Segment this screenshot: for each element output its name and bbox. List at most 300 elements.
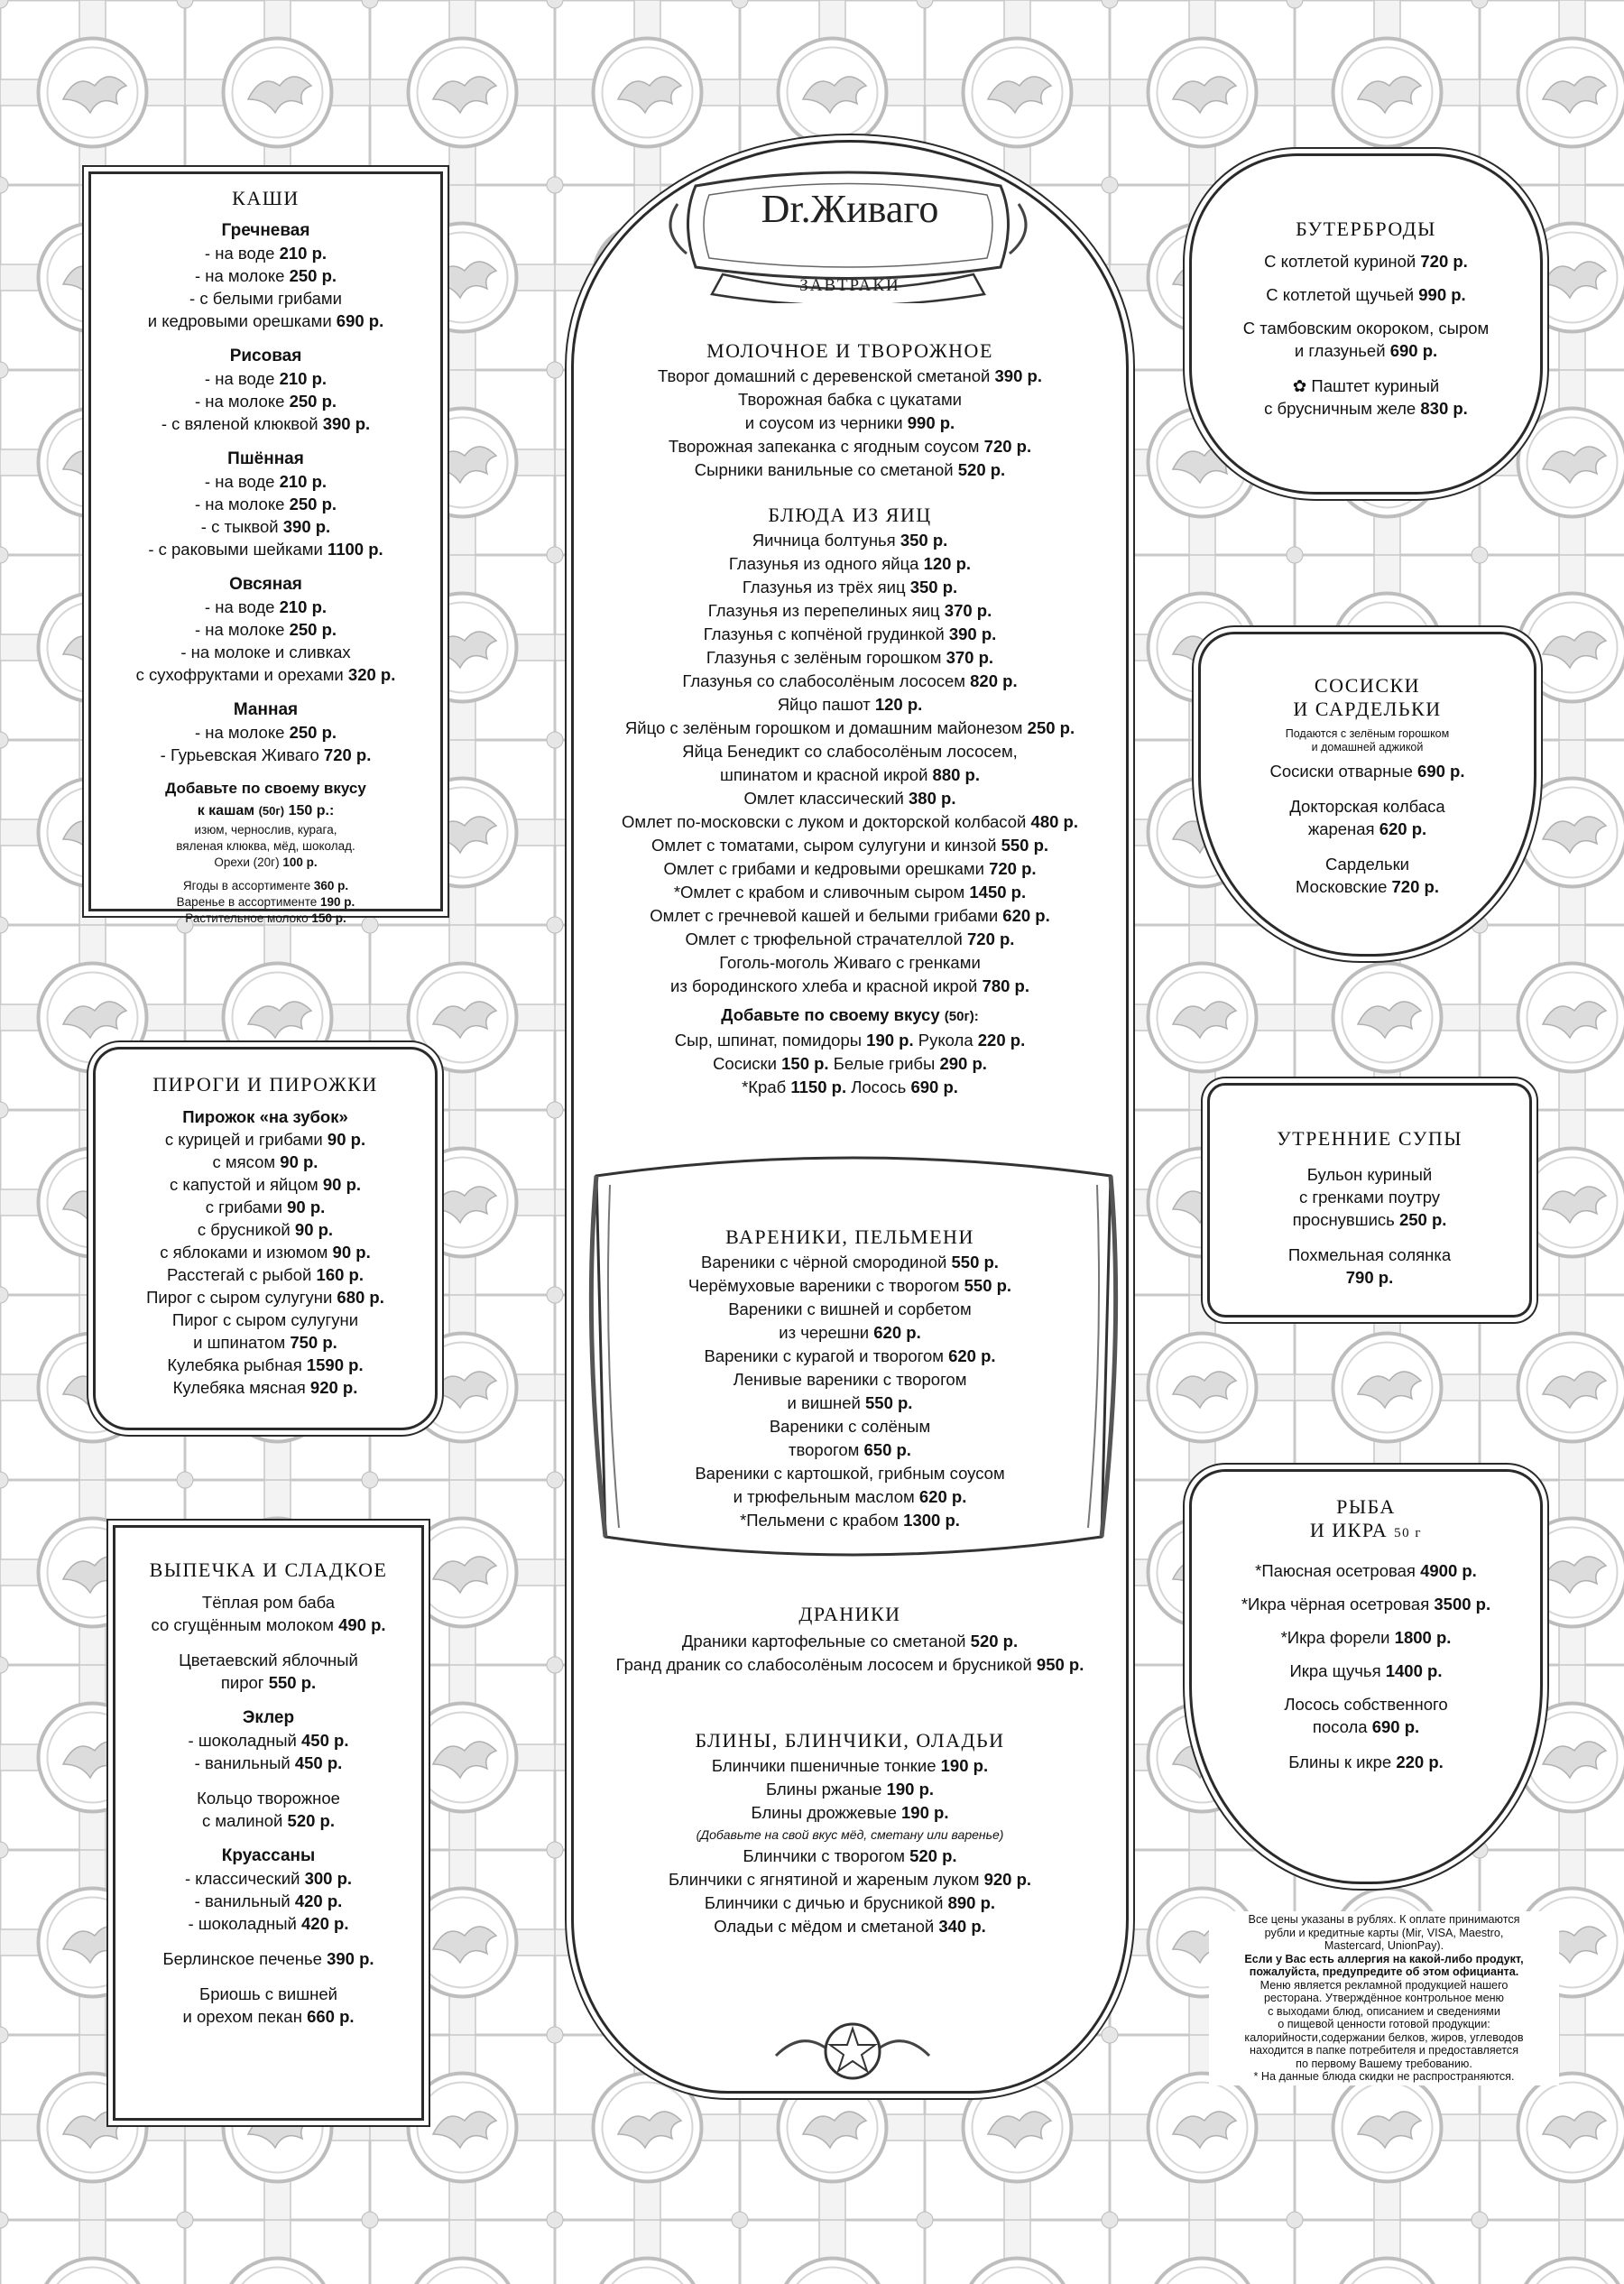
dairy-section [592, 339, 1108, 482]
item-price: 350 р. [909, 578, 958, 597]
eggs-item [592, 670, 1108, 693]
item-name: Творожная запеканка с ягодным соусом [668, 437, 980, 457]
item-name: и вишней [787, 1393, 861, 1413]
cruas-item [123, 1867, 414, 1890]
draniki-section [592, 1603, 1108, 1677]
kashi-item [100, 515, 431, 538]
item-name: Глазунья с копчёной грудинкой [703, 624, 945, 644]
vypechka-ring: Кольцо творожное с малиной 520 р. [197, 1789, 340, 1831]
item-price: 150 р. [781, 1054, 829, 1074]
item-name: С котлетой куриной [1264, 252, 1416, 272]
item-price: 90 р. [294, 1220, 334, 1240]
dairy-item [592, 435, 1108, 458]
dairy-item [592, 365, 1108, 388]
pirogi-item [105, 1354, 426, 1376]
item-name: с мясом [212, 1152, 276, 1172]
item-price: 350 р. [900, 531, 948, 550]
item-name: Яичница болтунья [752, 531, 896, 550]
kashi-group [100, 573, 431, 686]
item-price: 90 р. [280, 1152, 318, 1172]
item-name: Блинчики с ягнятиной и жареным луком [668, 1870, 980, 1890]
item-name: Творог домашний с деревенской сметаной [658, 366, 991, 386]
item-name: Омлет с грибами и кедровыми орешками [663, 859, 984, 879]
ryba-title: РЫБА И ИКРА 50 г [1309, 1495, 1423, 1542]
bliny-item [592, 1754, 1108, 1778]
eggs-item [592, 599, 1108, 623]
kashi-addons-sub: к кашам (50г) 150 р.: [197, 803, 335, 819]
kashi-item [100, 618, 431, 641]
item-price: 820 р. [970, 671, 1018, 691]
draniki-item [592, 1653, 1108, 1677]
item-name: Ленивые вареники с творогом [733, 1370, 967, 1390]
sosiski-title: СОСИСКИ И САРДЕЛЬКИ [1293, 674, 1442, 721]
vareniki-item [592, 1415, 1108, 1438]
item-name: Вареники с картошкой, грибным соусом [695, 1464, 1005, 1484]
item-price: 250 р. [1027, 718, 1075, 738]
kashi-jam: Варенье в ассортименте 190 р. [176, 895, 355, 910]
item-name: Расстегай с рыбой [167, 1265, 312, 1285]
item-price: 90 р. [327, 1130, 366, 1150]
dairy-title: МОЛОЧНОЕ И ТВОРОЖНОЕ [706, 339, 993, 362]
pirogi-item [105, 1331, 426, 1354]
pirogi-title: ПИРОГИ И ПИРОЖКИ [152, 1073, 378, 1096]
item-name: Вареники с чёрной смородиной [701, 1253, 947, 1272]
item-price: 120 р. [874, 695, 923, 715]
dairy-item [592, 458, 1108, 482]
pirogi-item [105, 1286, 426, 1308]
item-price: 90 р. [287, 1197, 326, 1217]
vypechka-berlin: Берлинское печенье 390 р. [162, 1949, 374, 1969]
item-name: Блинчики с дичью и брусникой [704, 1893, 944, 1913]
item-price: 620 р. [948, 1346, 996, 1366]
eggs-section [592, 504, 1108, 1099]
item-price: 250 р. [289, 723, 337, 743]
center-panel [571, 140, 1129, 2094]
ryba-item [1201, 1660, 1531, 1682]
item-name: *Икра чёрная осетровая [1241, 1594, 1430, 1614]
ryba-panel [1189, 1469, 1543, 1884]
item-name: из бородинского хлеба и красной икрой [669, 976, 978, 996]
pirogi-item [105, 1263, 426, 1286]
item-price: 1800 р. [1394, 1627, 1452, 1647]
item-name: Сыр, шпинат, помидоры [674, 1031, 867, 1050]
eggs-title: БЛЮДА ИЗ ЯИЦ [768, 504, 932, 526]
item-price: 620 р. [1002, 906, 1050, 926]
item-price: 190 р. [866, 1031, 914, 1050]
item-name: - с тыквой [200, 517, 279, 537]
item-price: 720 р. [989, 859, 1037, 879]
bliny-item [592, 1801, 1108, 1825]
item-price: 690 р. [336, 311, 384, 331]
item-price: 250 р. [289, 266, 337, 286]
eggs-item [592, 576, 1108, 599]
kashi-group [100, 448, 431, 560]
kashi-item [100, 744, 431, 766]
item-price: 620 р. [873, 1323, 921, 1343]
buterbrody-title: БУТЕРБРОДЫ [1296, 217, 1436, 240]
item-name: Драники картофельные со сметаной [681, 1632, 966, 1651]
item-name: Глазунья со слабосолёным лососем [682, 671, 965, 691]
kashi-nuts: Орехи (20г) 100 р. [214, 855, 318, 870]
pirogi-panel [93, 1047, 438, 1430]
eggs-item [592, 834, 1108, 857]
pirogi-item [105, 1376, 426, 1399]
vypechka-panel [113, 1525, 424, 2121]
ekler-item [123, 1729, 414, 1752]
item-price: 990 р. [1418, 285, 1466, 305]
vareniki-item [592, 1345, 1108, 1368]
sosiski-item1: Сосиски отварные 690 р. [1269, 761, 1465, 781]
vareniki-item [592, 1462, 1108, 1485]
vypechka-brioche: Бриошь с вишней и орехом пекан 660 р. [182, 1984, 355, 2027]
item-price: 1100 р. [327, 540, 383, 559]
vareniki-item [592, 1368, 1108, 1392]
item-price: 550 р. [964, 1276, 1012, 1296]
kashi-item [100, 264, 431, 287]
ryba-item [1201, 1593, 1531, 1615]
item-price: 880 р. [932, 765, 980, 785]
eggs-item [592, 693, 1108, 717]
bliny-note: (Добавьте на свой вкус мёд, сметану или варенье) [696, 1827, 1004, 1843]
pirogi-sub: Пирожок «на зубок» [182, 1107, 348, 1127]
item-name: Сосиски [713, 1054, 782, 1074]
item-price: 90 р. [322, 1175, 362, 1195]
item-name: Рукола [918, 1031, 978, 1050]
kashi-group-title: Гречневая [221, 221, 310, 241]
kashi-addons-list2: вяленая клюква, мёд, шоколад. [176, 839, 355, 854]
kashi-title: КАШИ [232, 187, 300, 209]
cruas-item [123, 1890, 414, 1912]
supy-title: УТРЕННИЕ СУПЫ [1277, 1127, 1463, 1150]
item-price: 650 р. [863, 1440, 911, 1460]
item-price: 1400 р. [1385, 1660, 1443, 1680]
item-price: 190 р. [886, 1780, 935, 1799]
vareniki-item [592, 1298, 1108, 1321]
bliny-title: БЛИНЫ, БЛИНЧИКИ, ОЛАДЬИ [695, 1729, 1005, 1752]
buterbrody-panel [1189, 153, 1543, 495]
kashi-item [100, 310, 431, 332]
item-price: 550 р. [1001, 836, 1049, 855]
bliny-item [592, 1891, 1108, 1915]
item-name: - классический [184, 1869, 300, 1889]
kashi-item [100, 367, 431, 390]
item-name: Кулебяка рыбная [167, 1355, 302, 1375]
pirogi-item [105, 1308, 426, 1331]
item-price: 990 р. [907, 413, 955, 433]
item-price: 720 р. [967, 929, 1015, 949]
item-price: 250 р. [289, 495, 337, 514]
item-price: 320 р. [347, 665, 396, 685]
item-price: 690 р. [910, 1077, 958, 1097]
item-name: - на молоке [194, 723, 285, 743]
item-price: 3500 р. [1434, 1594, 1491, 1614]
item-name: - на воде [204, 472, 275, 492]
pirogi-items [105, 1128, 426, 1399]
eggs-item [592, 717, 1108, 740]
vypechka-ekler: Эклер - шоколадный 450 р. - ванильный 450 р. [123, 1706, 414, 1774]
kashi-addons-title: Добавьте по своему вкусу [165, 780, 366, 798]
kashi-item [100, 538, 431, 560]
item-name: Глазунья из одного яйца [728, 554, 919, 574]
item-price: 420 р. [301, 1914, 349, 1934]
item-name: Блинчики пшеничные тонкие [711, 1756, 937, 1776]
item-price: 890 р. [947, 1893, 996, 1913]
item-price: 120 р. [923, 554, 972, 574]
item-price: 680 р. [337, 1288, 384, 1308]
kashi-group [100, 345, 431, 435]
item-name: Глазунья из перепелиных яиц [707, 601, 940, 621]
eggs-item [592, 975, 1108, 998]
center-add-line [592, 1076, 1108, 1099]
item-price: 520 р. [970, 1632, 1019, 1651]
kashi-item [100, 287, 431, 310]
item-price: 210 р. [279, 244, 328, 264]
pirogi-item [105, 1241, 426, 1263]
item-name: Омлет с томатами, сыром сулугуни и кинзой [651, 836, 997, 855]
buterbrody-pate: ✿ Паштет куриный с брусничным желе 830 р. [1264, 376, 1468, 419]
item-price: 370 р. [946, 648, 994, 668]
item-price: 450 р. [294, 1753, 343, 1773]
item-price: 780 р. [982, 976, 1029, 996]
vareniki-item [592, 1321, 1108, 1345]
logo-brand: Dr.Живаго [761, 187, 939, 231]
item-name: Яйцо с зелёным горошком и домашним майонезом [624, 718, 1023, 738]
item-name: Пирог с сыром сулугуни [171, 1310, 359, 1330]
item-price: 390 р. [948, 624, 997, 644]
item-name: Омлет классический [743, 789, 904, 809]
eggs-item [592, 928, 1108, 951]
supy-item2: Похмельная солянка 790 р. [1287, 1245, 1452, 1288]
kashi-item [100, 412, 431, 435]
ekler-item [123, 1752, 414, 1774]
eggs-item [592, 529, 1108, 552]
kashi-item [100, 470, 431, 493]
bliny-item [592, 1845, 1108, 1868]
vareniki-item [592, 1274, 1108, 1298]
item-price: 550 р. [865, 1393, 913, 1413]
item-price: 210 р. [279, 597, 328, 617]
item-price: 250 р. [289, 392, 337, 411]
sosiski-note1: Подаются с зелёным горошком [1285, 726, 1450, 740]
sosiski-note2: и домашней аджикой [1311, 740, 1424, 754]
item-name: - на молоке [194, 266, 285, 286]
item-name: Пирог с сыром сулугуни [146, 1288, 333, 1308]
star-ornament [767, 2020, 938, 2083]
eggs-item [592, 646, 1108, 670]
item-name: Глазунья с зелёным горошком [706, 648, 942, 668]
item-name: Гоголь-моголь Живаго с гренками [719, 953, 981, 973]
dairy-item [592, 388, 1108, 411]
item-price: 520 р. [957, 460, 1006, 480]
item-price: 450 р. [301, 1731, 349, 1751]
item-name: и кедровыми орешками [147, 311, 332, 331]
eggs-item [592, 904, 1108, 928]
item-name: - на воде [204, 244, 275, 264]
item-name: творогом [789, 1440, 860, 1460]
vareniki-title: ВАРЕНИКИ, ПЕЛЬМЕНИ [725, 1225, 974, 1248]
logo-ribbon: ЗАВТРАКИ [799, 276, 900, 295]
item-name: Кулебяка мясная [172, 1378, 306, 1398]
item-name: - на молоке и сливках [180, 643, 351, 662]
item-price: 300 р. [304, 1869, 353, 1889]
cruas-item [123, 1912, 414, 1935]
item-name: с брусникой [197, 1220, 291, 1240]
pirogi-item [105, 1218, 426, 1241]
item-name: - шоколадный [188, 1914, 297, 1934]
item-price: 720 р. [323, 745, 372, 765]
kashi-item [100, 721, 431, 744]
item-price: 1590 р. [306, 1355, 364, 1375]
eggs-item [592, 951, 1108, 975]
item-price: 340 р. [938, 1917, 986, 1937]
draniki-title: ДРАНИКИ [798, 1603, 901, 1625]
center-add-line [592, 1052, 1108, 1076]
item-price: 480 р. [1030, 812, 1078, 832]
pirogi-item [105, 1128, 426, 1151]
item-name: Лосось [851, 1077, 911, 1097]
item-name: - шоколадный [188, 1731, 297, 1751]
eggs-item [592, 787, 1108, 810]
kashi-groups [100, 219, 431, 766]
supy-panel [1207, 1083, 1532, 1318]
item-name: - на молоке [194, 620, 285, 640]
item-name: Сырники ванильные со сметаной [694, 460, 954, 480]
item-name: Омлет по-московски с луком и докторской колбасой [622, 812, 1027, 832]
item-name: Яйцо пашот [777, 695, 871, 715]
kashi-addons [100, 777, 431, 927]
item-name: шпинатом и красной икрой [719, 765, 928, 785]
item-name: Омлет с трюфельной страчателлой [685, 929, 963, 949]
item-name: - на молоке [194, 392, 285, 411]
bliny-item [592, 1915, 1108, 1938]
vareniki-item [592, 1509, 1108, 1532]
item-price: 90 р. [332, 1243, 371, 1262]
item-name: Яйца Бенедикт со слабосолёным лососем, [682, 742, 1018, 762]
item-price: 1300 р. [903, 1511, 960, 1530]
item-price: 4900 р. [1420, 1560, 1477, 1580]
item-name: *Пельмени с крабом [740, 1511, 900, 1530]
item-name: Оладьи с мёдом и сметаной [714, 1917, 935, 1937]
kashi-berries: Ягоды в ассортименте 360 р. [182, 879, 349, 893]
buterbrody-item [1201, 250, 1531, 273]
pirogi-item [105, 1196, 426, 1218]
sosiski-item3: Сардельки Московские 720 р. [1296, 854, 1439, 896]
item-name: Блины дрожжевые [751, 1803, 897, 1823]
vypechka-pie: Цветаевский яблочный пирог 550 р. [179, 1651, 358, 1693]
bliny-item [592, 1868, 1108, 1891]
item-price: 550 р. [951, 1253, 999, 1272]
item-name: Вареники с курагой и творогом [704, 1346, 944, 1366]
item-price: 720 р. [1420, 252, 1468, 272]
vareniki-item [592, 1485, 1108, 1509]
bliny-section [592, 1729, 1108, 1938]
kashi-item [100, 641, 431, 663]
item-name: С котлетой щучьей [1266, 285, 1415, 305]
vareniki-item [592, 1438, 1108, 1462]
item-price: 380 р. [909, 789, 956, 809]
item-price: 370 р. [944, 601, 992, 621]
kashi-item [100, 663, 431, 686]
vareniki-item [592, 1392, 1108, 1415]
item-name: - с раковыми шейками [148, 540, 323, 559]
item-name: Белые грибы [833, 1054, 940, 1074]
item-name: Блинчики с творогом [743, 1846, 905, 1866]
vypechka-cruas: Круассаны - классический 300 р. - ванильный 420 р. - шоколадный 420 р. [123, 1845, 414, 1935]
eggs-item [592, 763, 1108, 787]
pirogi-item [105, 1151, 426, 1173]
kashi-group [100, 219, 431, 332]
item-price: 210 р. [279, 472, 328, 492]
vareniki-item [592, 1251, 1108, 1274]
item-name: Блины ржаные [765, 1780, 882, 1799]
item-name: - Гурьевская Живаго [160, 745, 319, 765]
item-price: 920 р. [309, 1378, 358, 1398]
item-name: с курицей и грибами [164, 1130, 323, 1150]
item-name: Икра щучья [1289, 1660, 1381, 1680]
eggs-item [592, 857, 1108, 881]
kashi-group-title: Манная [233, 700, 299, 720]
ryba-item [1201, 1559, 1531, 1582]
item-name: *Омлет с крабом и сливочным сыром [673, 883, 965, 902]
item-name: с яблоками и изюмом [160, 1243, 328, 1262]
item-price: 720 р. [983, 437, 1032, 457]
item-name: с грибами [205, 1197, 282, 1217]
item-price: 390 р. [322, 414, 371, 434]
item-name: - на молоке [194, 495, 285, 514]
item-price: 920 р. [983, 1870, 1032, 1890]
item-name: и шпинатом [193, 1333, 286, 1353]
legal-footnote: Все цены указаны в рублях. К оплате принимаются рубли и кредитные карты (Mir, VISA, Maestro, Mastercard, UnionPay). Если у Вас есть аллергия на какой-либо продукт, пожалуйста, предупредите об этом официанта. Меню является рекламной продукцией нашего ресторана. Утверждённое контрольное меню с выходами блюд, описанием и сведениями о пищевой ценности готовой продукции: калорийности,содержании белков, жиров, углеводов находится в папке потребителя и предоставляется по первому Вашему требованию. * На данные блюда скидки не распространяются. [1209, 1911, 1559, 2085]
item-name: - с вяленой клюквой [161, 414, 318, 434]
kashi-group-title: Рисовая [229, 347, 302, 366]
dairy-item [592, 411, 1108, 435]
item-price: 250 р. [289, 620, 337, 640]
center-add-line [592, 1029, 1108, 1052]
item-name: и соусом из черники [744, 413, 903, 433]
item-price: 220 р. [977, 1031, 1026, 1050]
bliny-item [592, 1778, 1108, 1801]
item-price: 390 р. [994, 366, 1042, 386]
item-name: - ванильный [194, 1891, 291, 1911]
item-name: Глазунья из трёх яиц [742, 578, 906, 597]
kashi-item [100, 242, 431, 264]
item-name: Омлет с гречневой кашей и белыми грибами [650, 906, 999, 926]
item-name: *Краб [742, 1077, 791, 1097]
buterbrody-item [1201, 283, 1531, 306]
item-price: 390 р. [282, 517, 331, 537]
item-price: 1150 р. [790, 1077, 847, 1097]
kashi-group [100, 698, 431, 766]
kashi-item [100, 596, 431, 618]
item-price: 160 р. [316, 1265, 364, 1285]
center-add-title: Добавьте по своему вкусу (50г): [721, 1005, 979, 1025]
eggs-item [592, 552, 1108, 576]
kashi-item [100, 493, 431, 515]
flower-icon: ✿ [1292, 376, 1307, 396]
supy-item1: Бульон куриный с гренками поутру проснувшись 250 р. [1292, 1165, 1447, 1230]
item-name: и трюфельным маслом [733, 1487, 915, 1507]
vypechka-baba: Тёплая ром баба со сгущённым молоком 490 р. [151, 1593, 386, 1635]
item-price: 750 р. [290, 1333, 337, 1353]
item-name: *Икра форели [1280, 1627, 1390, 1647]
item-price: 1450 р. [969, 883, 1027, 902]
buterbrody-tamb: С тамбовским окороком, сыром и глазуньей 690 р. [1242, 319, 1490, 361]
kashi-milk: Растительное молоко 150 р. [185, 911, 346, 926]
kashi-group-title: Овсяная [229, 575, 302, 595]
kashi-addons-list1: изюм, чернослив, курага, [194, 823, 337, 837]
draniki-item [592, 1630, 1108, 1653]
vareniki-section [592, 1225, 1108, 1532]
